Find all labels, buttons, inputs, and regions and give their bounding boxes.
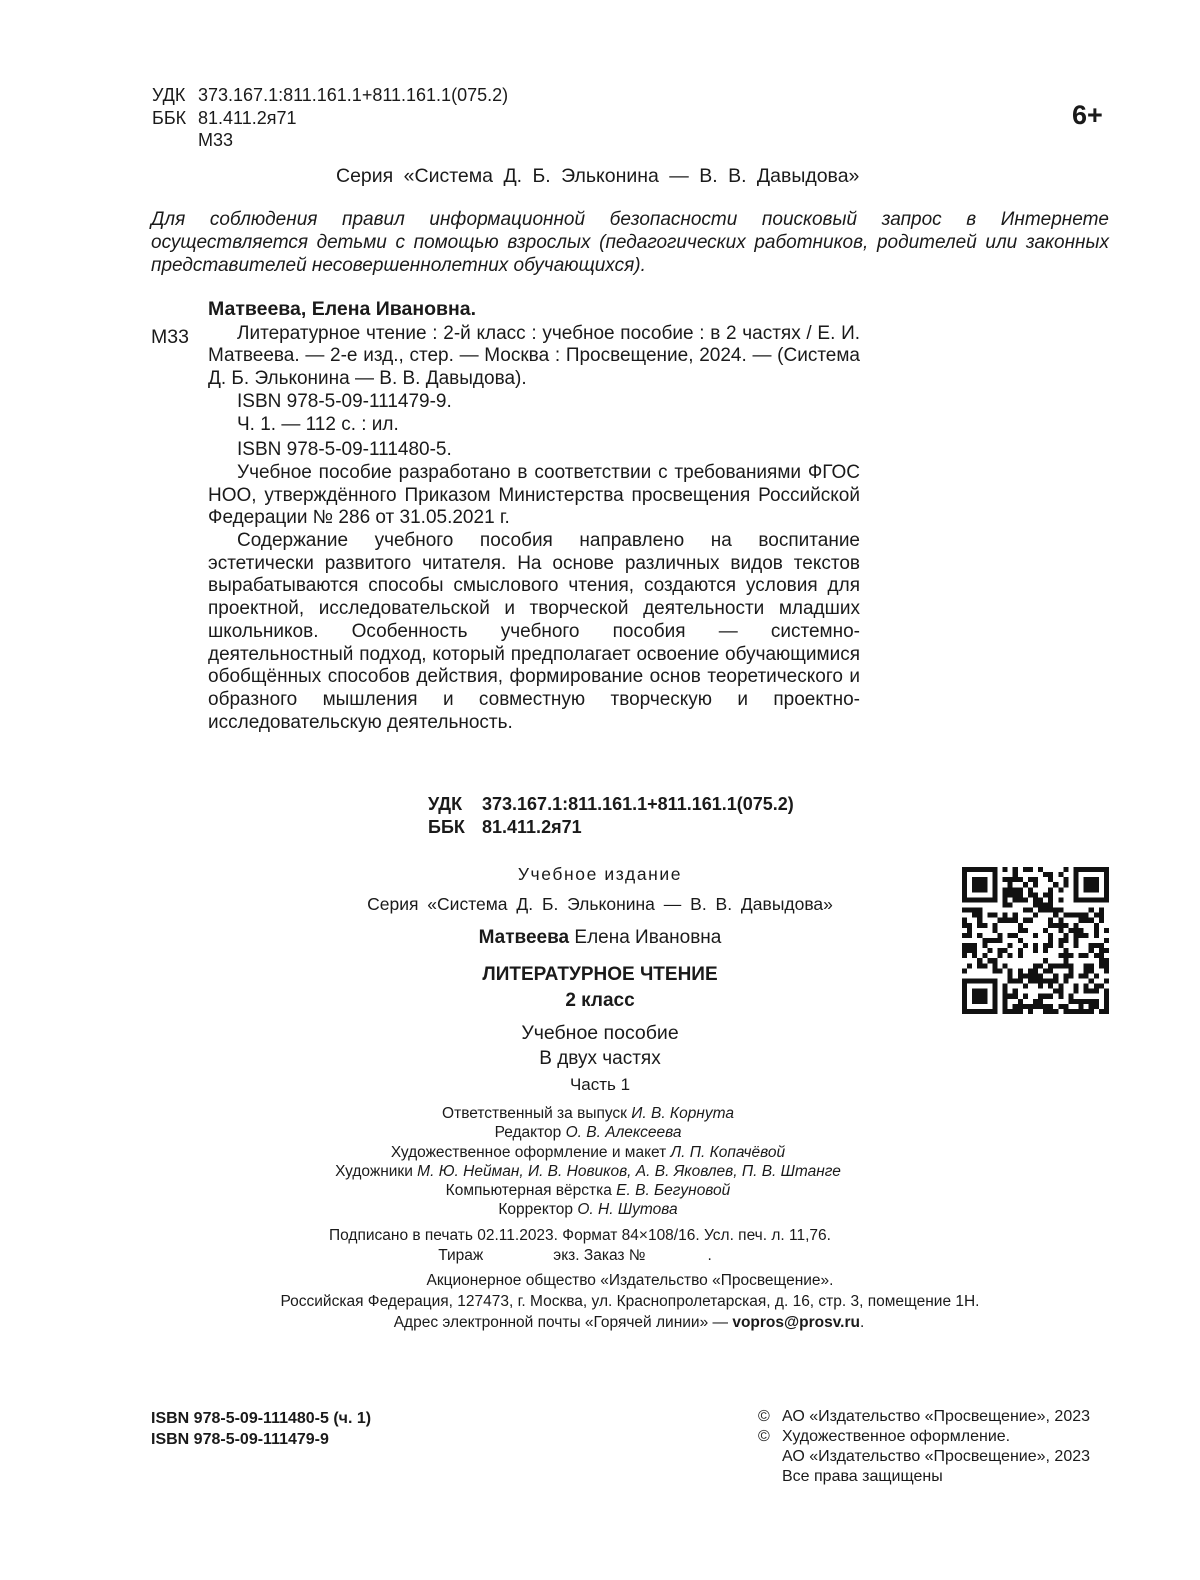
credit-row [198, 1200, 978, 1219]
udk-value-bottom: 373.167.1:811.161.1+811.161.1(075.2) [482, 794, 794, 814]
order-end-dot: . [707, 1246, 712, 1264]
copyright-icon: © [758, 1408, 770, 1425]
catalog-part-info: Ч. 1. — 112 с. : ил. [237, 413, 399, 435]
author-mark: М33 [198, 130, 234, 150]
isbn-part-footer: ISBN 978-5-09-111480-5 (ч. 1) [151, 1410, 372, 1427]
classification-block-top [152, 84, 508, 152]
catalog-description: Литературное чтение : 2-й класс : учебное пособие : в 2 частях / Е. И. Матвеева. — 2-е изд., стер. — Москва : Просвещение, 2024. — (Система Д. Б. Эльконина — В. В. Давыдова). [208, 322, 860, 390]
order-label: экз. Заказ № [553, 1246, 646, 1264]
catalog-side-mark: М33 [151, 326, 189, 348]
credit-person: Е. В. Бегуновой [616, 1182, 731, 1200]
credit-role: Ответственный за выпуск [442, 1105, 627, 1122]
udk-row-bottom [428, 793, 794, 816]
circulation-line [175, 1246, 975, 1266]
credit-role: Корректор [498, 1201, 574, 1219]
credit-row [198, 1143, 978, 1162]
udk-label-bottom: УДК [428, 794, 463, 814]
credit-row [198, 1123, 978, 1142]
signed-line: Подписано в печать 02.11.2023. Формат 84×108/16. Усл. печ. л. 11,76. [329, 1227, 831, 1244]
copyright-line-4: Все права защищены [782, 1468, 943, 1485]
isbn-set-footer: ISBN 978-5-09-111479-9 [151, 1431, 329, 1448]
copyright-row [758, 1407, 1090, 1427]
publisher-email-line [229, 1312, 1029, 1333]
series-line-bottom: Серия «Система Д. Б. Эльконина — В. В. Давыдова» [367, 894, 833, 914]
copyright-line-2: Художественное оформление. [782, 1428, 1011, 1445]
book-grade: 2 класс [565, 990, 635, 1011]
bbk-value: 81.411.2я71 [198, 107, 297, 128]
print-details [230, 1226, 1030, 1265]
credit-role: Компьютерная вёрстка [445, 1182, 612, 1200]
credit-role: Художники [335, 1162, 413, 1180]
credits-block [240, 1104, 1020, 1220]
author-given-names: Елена Ивановна [574, 927, 722, 948]
qr-code [962, 867, 1109, 1014]
credit-row [198, 1104, 978, 1123]
credit-row [198, 1181, 978, 1200]
bbk-label: ББК [152, 107, 187, 128]
book-part-number: Часть 1 [569, 1075, 631, 1094]
safety-notice: Для соблюдения правил информационной безопасности поисковый запрос в Интернете осуществляется детьми с помощью взрослых (педагогических работников, родителей или законных представителей несовершеннолетних обучающихся). [151, 209, 1109, 276]
series-line-top: Серия «Система Д. Б. Эльконина — В. В. Давыдова» [336, 165, 860, 187]
credit-person: И. В. Корнута [631, 1105, 734, 1122]
credit-row [198, 1162, 978, 1181]
catalog-isbn-set: ISBN 978-5-09-111479-9. [237, 390, 452, 412]
author-surname: Матвеева [478, 927, 570, 948]
copyright-icon: © [758, 1428, 770, 1445]
copyright-row [758, 1427, 1090, 1447]
credit-person: Л. П. Копачёвой [670, 1143, 786, 1161]
email-address: vopros@prosv.ru [732, 1314, 860, 1331]
edition-type: Учебное издание [517, 864, 683, 884]
udk-value: 373.167.1:811.161.1+811.161.1(075.2) [198, 85, 509, 105]
bbk-value-bottom: 81.411.2я71 [482, 817, 582, 837]
udk-label: УДК [152, 85, 186, 105]
credit-person: М. Ю. Нейман, И. В. Новиков, А. В. Яковлев, П. В. Штанге [417, 1162, 841, 1180]
credit-role: Художественное оформление и макет [390, 1143, 667, 1161]
copyright-block [758, 1407, 1090, 1487]
copyright-line-1: АО «Издательство «Просвещение», 2023 [782, 1408, 1091, 1425]
publisher-block [230, 1270, 1030, 1333]
catalog-abstract: Содержание учебного пособия направлено на воспитание эстетически развитого читателя. На основе различных видов текстов вырабатываются способы смыслового чтения, создаются условия для проектной, исследовательской и творческой деятельности младших школьников. Особенность учебного пособия — системно-деятельностный подход, который предполагает освоение обучающимися обобщённых способов действия, формирование основ теоретического и образного мышления и совместную творческую и проектно-исследовательскую деятельность. [208, 530, 860, 733]
catalog-card [208, 298, 860, 734]
classification-block-bottom [428, 793, 794, 839]
author-full-name [270, 927, 930, 949]
credit-role: Редактор [494, 1124, 562, 1142]
udk-row [152, 84, 508, 107]
credit-person: О. В. Алексеева [565, 1124, 682, 1142]
email-prefix: Адрес электронной почты «Горячей линии» — [393, 1314, 729, 1331]
catalog-author: Матвеева, Елена Ивановна. [208, 298, 477, 320]
bbk-row [152, 107, 508, 130]
circulation-label: Тираж [438, 1246, 484, 1264]
book-type: Учебное пособие [521, 1022, 679, 1044]
author-mark-row [152, 129, 508, 152]
publisher-name: Акционерное общество «Издательство «Просвещение». [426, 1272, 834, 1289]
publisher-address: Российская Федерация, 127473, г. Москва, ул. Краснопролетарская, д. 16, стр. 3, помещение 1Н. [280, 1293, 980, 1310]
email-suffix: . [859, 1314, 865, 1331]
book-parts: В двух частях [539, 1048, 661, 1069]
bbk-row-bottom [428, 816, 794, 839]
catalog-isbn-part: ISBN 978-5-09-111480-5. [237, 439, 452, 461]
isbn-footer [151, 1408, 371, 1450]
age-rating: 6+ [1072, 100, 1103, 130]
book-title: ЛИТЕРАТУРНОЕ ЧТЕНИЕ [482, 964, 718, 985]
bbk-label-bottom: ББК [428, 817, 465, 837]
credit-person: О. Н. Шутова [577, 1201, 678, 1219]
copyright-line-3: АО «Издательство «Просвещение», 2023 [782, 1448, 1091, 1465]
catalog-fgos-note: Учебное пособие разработано в соответствии с требованиями ФГОС НОО, утверждённого Приказом Министерства просвещения Российской Федерации № 286 от 31.05.2021 г. [208, 461, 860, 529]
